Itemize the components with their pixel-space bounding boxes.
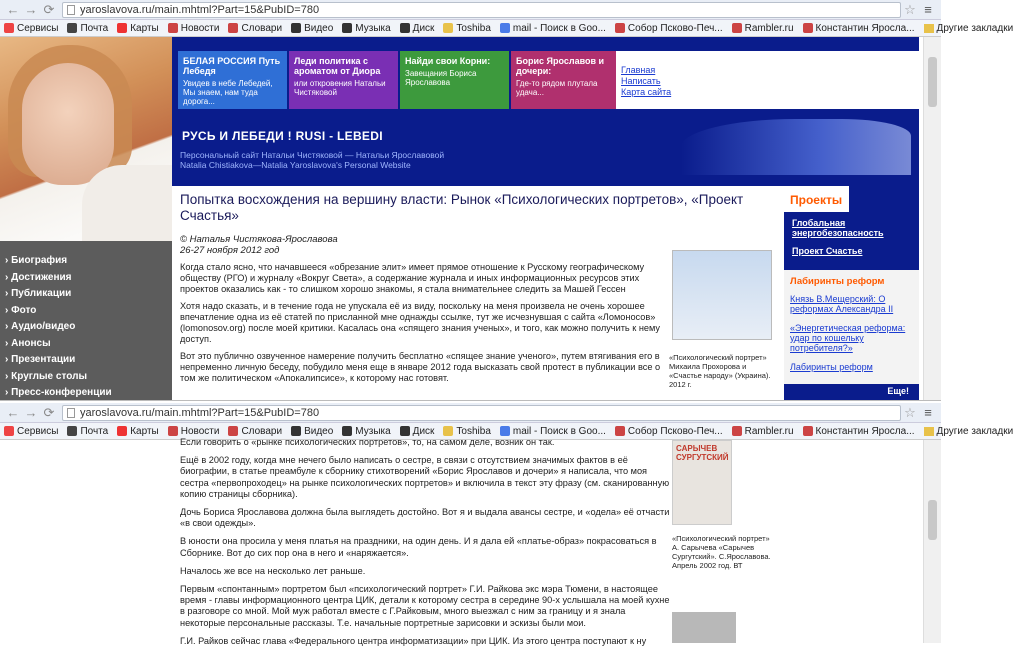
url-field[interactable] (62, 405, 901, 421)
bookmark-icon (342, 23, 352, 33)
bookmark-item[interactable] (500, 23, 606, 34)
bookmark-icon (342, 426, 352, 436)
swan-image (681, 119, 911, 175)
article-author: © Наталья Чистякова-Ярославова 26-27 ноября 2012 год (180, 234, 776, 256)
url-text: yaroslavova.ru/main.mhtml?Part=15&PubID=780 (80, 406, 320, 419)
bookmark-icon (67, 426, 77, 436)
left-menu-item[interactable]: › Биография (0, 253, 172, 270)
banner-link[interactable]: Главная (621, 65, 656, 75)
labyrinth-link[interactable]: Князь В.Мещерский: О реформах Александра II (790, 294, 894, 314)
left-menu-item[interactable]: › Анонсы (0, 336, 172, 353)
article-paragraph: Ещё в 2002 году, когда мне нечего было написать о сестре, в связи с отсутствием значимых фактов в её биографии, в статье преамбуле к сборнику стихотворений «Борис Ярославов и дочери» я написала, что моя сестра «первопроходец» на рынке психологических портретов» и включила в текст эту фразу (см. сканированную копию страницы сборника). (180, 455, 670, 499)
bookmark-item[interactable] (443, 23, 490, 34)
folder-icon (924, 427, 934, 436)
banner-tile-title: Найди свои Корни: (405, 56, 491, 66)
bookmark-label: Toshiba (456, 22, 491, 34)
bookmark-icon (228, 426, 238, 436)
banner-link[interactable]: Карта сайта (621, 87, 672, 97)
bookmark-label: Новости (180, 22, 220, 34)
page-icon (67, 5, 75, 15)
bookmark-label: Почта (80, 22, 109, 34)
bookmark-icon (400, 426, 410, 436)
bookmark-icon (291, 426, 301, 436)
bookmarks-bar (0, 20, 1013, 37)
bookmark-label: mail - Поиск в Goo... (512, 425, 606, 437)
other-bookmarks[interactable] (924, 426, 1013, 437)
article-title: Попытка восхождения на вершину власти: Рынок «Психологических портретов», «Проект Счастья» (180, 192, 744, 223)
article-paragraph: В юности она просила у меня платья на праздники, на один день. И я дала ей «платье-образ» покрасоваться в Сборнике. Вот до сих пор она в него и «наряжается». (180, 536, 657, 558)
url-field[interactable] (62, 2, 901, 18)
bookmark-item[interactable] (500, 426, 606, 437)
article-paragraph: Дочь Бориса Ярославова должна была выглядеть достойно. Вот я и выдала авансы сестре, и «одела» её отчасти «в свои одежды». (180, 507, 670, 529)
site-title: РУСЬ И ЛЕБЕДИ ! RUSI - LEBEDI (182, 129, 383, 143)
bookmark-label: Сервисы (17, 425, 59, 437)
bookmark-item[interactable] (400, 426, 435, 437)
bookmark-item[interactable] (228, 426, 282, 437)
bookmark-icon (400, 23, 410, 33)
bookmark-label: Диск (412, 22, 435, 34)
back-icon[interactable]: ← (6, 404, 20, 420)
bookmark-label: Музыка (355, 425, 391, 437)
bookmark-icon (443, 426, 453, 436)
article-image[interactable] (672, 250, 772, 340)
labyrinth-link[interactable]: «Энергетическая реформа: удар по кошельку потребителя?» (790, 323, 906, 353)
bookmark-label: Константин Яросла... (815, 22, 915, 34)
banner-links (621, 65, 671, 98)
book-cover-title: САРЫЧЕВ СУРГУТСКИЙ (676, 444, 729, 462)
scrollbar[interactable] (923, 440, 941, 643)
left-column (0, 37, 172, 400)
bookmark-item[interactable] (67, 23, 108, 34)
banner-tile[interactable] (289, 51, 398, 109)
bookmark-label: Константин Яросла... (815, 425, 915, 437)
forward-icon[interactable]: → (24, 404, 38, 420)
bookmark-label: Карты (130, 425, 159, 437)
scrollbar[interactable] (923, 37, 941, 400)
bookmark-icon (732, 426, 742, 436)
menu-icon[interactable]: ≡ (924, 2, 932, 17)
bookmark-item[interactable] (291, 426, 333, 437)
bookmark-item[interactable] (168, 426, 220, 437)
bookmark-item[interactable] (4, 23, 58, 34)
banner-tiles (178, 51, 622, 109)
labyrinth-link[interactable]: Лабиринты реформ (790, 362, 873, 372)
address-bar (0, 0, 941, 20)
bookmark-item[interactable] (117, 426, 159, 437)
bookmark-label: Словари (241, 425, 283, 437)
portrait-image[interactable] (672, 612, 736, 643)
labyrinth-heading: Лабиринты реформ (790, 276, 885, 287)
address-bar (0, 403, 941, 423)
bookmark-item[interactable] (228, 23, 282, 34)
bookmark-icon (67, 23, 77, 33)
bookmark-icon (615, 23, 625, 33)
figure-caption: «Психологический портрет» А. Сарычева «Сарычев Сургутский». С.Ярославова. Апрель 2002 год. ВТ (672, 534, 771, 570)
bookmark-item[interactable] (342, 426, 390, 437)
bookmark-label: Музыка (355, 22, 391, 34)
bookmark-label: Видео (304, 425, 334, 437)
banner-tile-text: Завещания Бориса Ярославова (405, 69, 477, 87)
article (172, 186, 784, 400)
banner-link[interactable]: Написать (621, 76, 661, 86)
labyrinth-links (784, 291, 919, 378)
projects-heading: Проекты (790, 193, 843, 207)
other-bookmarks[interactable] (924, 23, 1013, 34)
bookmark-label: Rambler.ru (744, 22, 794, 34)
bookmark-label: Словари (241, 22, 283, 34)
banner-tile[interactable] (178, 51, 287, 109)
bookmark-item[interactable] (117, 23, 159, 34)
bookmark-icon (500, 23, 510, 33)
article-paragraph: Хотя надо сказать, и в течение года не упускала её из виду, поскольку на меня произвела не очень хорошее впечатление одна из её статей по присланной мне однажды ссылке, тут же исчезнувшая с сайта «Ломоносов» (lomonosov.org) после моей критики. Касалась она «спящего знания ученых», и того, как можно получить к нему доступ. (180, 301, 661, 344)
banner-tile-title: Леди политика с ароматом от Диора (294, 56, 381, 76)
bookmark-icon (168, 426, 178, 436)
project-link[interactable]: Глобальная энергобезопасность (792, 218, 884, 238)
banner-tile-text: Где-то рядом плутала удача... (516, 79, 598, 97)
bookmark-item[interactable] (615, 23, 723, 34)
left-menu-item[interactable]: › Фото (0, 303, 172, 320)
bookmark-star-icon[interactable]: ☆ (904, 404, 916, 420)
bookmark-star-icon[interactable]: ☆ (904, 1, 916, 17)
url-text: yaroslavova.ru/main.mhtml?Part=15&PubID=780 (80, 3, 320, 16)
left-menu (0, 241, 172, 400)
bookmark-item[interactable] (4, 426, 58, 437)
bookmark-item[interactable] (732, 23, 794, 34)
left-menu-item[interactable]: › Достижения (0, 270, 172, 287)
article-continued (172, 437, 672, 646)
bookmark-item[interactable] (732, 426, 794, 437)
more-link[interactable]: Еще! (784, 384, 919, 400)
bookmark-item[interactable] (400, 23, 435, 34)
bookmark-icon (228, 23, 238, 33)
left-menu-item[interactable]: › Публикации (0, 286, 172, 303)
bookmark-item[interactable] (443, 426, 490, 437)
folder-icon (924, 24, 934, 33)
site-subtitle (180, 150, 444, 170)
back-icon[interactable]: ← (6, 1, 20, 17)
article-paragraph: Началось же все на несколько лет раньше. (180, 565, 366, 576)
article-paragraph: Г.И. Райков сейчас глава «Федерального центра информатизации» при ЦИК. Из этого центра поступают к ну (180, 635, 647, 646)
banner-tile[interactable] (511, 51, 620, 109)
bookmark-item[interactable] (803, 426, 915, 437)
other-bookmarks-label: Другие закладки (936, 425, 1013, 437)
subtitle-ru: Персональный сайт Натальи Чистяковой — Натальи Ярославовой (180, 150, 445, 160)
reload-icon[interactable]: ⟳ (43, 1, 55, 17)
article-date: 26-27 ноября 2012 год (180, 245, 280, 256)
page-icon (67, 408, 75, 418)
bookmark-item[interactable] (67, 426, 108, 437)
article-paragraph: Если говорить о «рынке психологических портретов», то, на самом деле, возник он так. (180, 437, 555, 447)
bookmark-label: mail - Поиск в Goo... (512, 22, 606, 34)
bookmark-label: Почта (80, 425, 109, 437)
bookmark-icon (500, 426, 510, 436)
bookmark-item[interactable] (291, 23, 333, 34)
article-paragraph: Когда стало ясно, что начавшееся «обрезание элит» имеет прямое отношение к Русскому географическому обществу (РГО) и журналу «Вокруг Света», а содержание журнала и иных информационных ресурсов этих проектов оказались как - то слишком хорошо знакомы, я стала внимательнее следить за Машей Гессен (180, 262, 645, 294)
projects-list (784, 212, 919, 270)
book-cover-image[interactable] (672, 440, 732, 525)
article-paragraph: Вот это публично озвученное намерение получить бесплатно «спящее знание ученого», путем втягивания его в непременно личную беседу, побудило меня еще в январе 2012 года высказать свой протест в публикации все о том же политическом «Апокалипсисе», к которому нас готовят. (180, 351, 661, 383)
banner-tile-title: БЕЛАЯ РОССИЯ Путь Лебедя (183, 56, 281, 76)
banner-tile-text: или откровения Натальи Чистяковой (294, 79, 386, 97)
figure-caption: «Психологический портрет» Михаила Прохорова и «Счастье народу» (Украина). 2012 г. (669, 353, 771, 389)
bookmark-icon (117, 426, 127, 436)
other-bookmarks-label: Другие закладки (936, 22, 1013, 34)
banner-tile-text: Увидев в небе Лебедей, Мы знаем, нам туда дорога... (183, 79, 273, 106)
bookmark-label: Rambler.ru (744, 425, 794, 437)
bookmark-icon (803, 426, 813, 436)
site-banner (172, 37, 919, 186)
left-menu-item[interactable]: › Презентации (0, 352, 172, 369)
bookmark-icon (615, 426, 625, 436)
right-column (784, 186, 919, 400)
bookmark-label: Диск (412, 425, 435, 437)
subtitle-en: Natalia Chistiakova—Natalia Yaroslavova's Personal Website (180, 160, 411, 170)
bookmark-label: Собор Псково-Печ... (627, 425, 723, 437)
bookmark-icon (732, 23, 742, 33)
bookmark-label: Собор Псково-Печ... (627, 22, 723, 34)
bookmark-label: Сервисы (17, 22, 59, 34)
bookmark-icon (4, 426, 14, 436)
bookmark-label: Карты (130, 22, 159, 34)
left-menu-item[interactable]: › Круглые столы (0, 369, 172, 386)
bookmark-item[interactable] (803, 23, 915, 34)
forward-icon[interactable]: → (24, 1, 38, 17)
left-menu-item[interactable]: › Пресс-конференции (0, 385, 172, 402)
banner-tile[interactable] (400, 51, 509, 109)
bookmark-icon (803, 23, 813, 33)
reload-icon[interactable]: ⟳ (43, 404, 55, 420)
bookmark-item[interactable] (168, 23, 220, 34)
bookmark-item[interactable] (615, 426, 723, 437)
article-paragraph: Первым «спонтанным» портретом был «психологический портрет» Г.И. Райкова экс мэра Тюмени, в настоящее время - главы информационного центра ЦИК, детали к которому сестра в середине 90-х услышала на моей кухне в разговоре со мной. Мой муж работал вместе с Г.Райковым, много выезжал с ним за границу и я знала некоторые персональные рассказы. Т.е. начальные портретные зарисовки и эскизы были мои. (180, 584, 670, 628)
bookmark-icon (168, 23, 178, 33)
bookmark-icon (443, 23, 453, 33)
author-photo (0, 37, 172, 241)
bookmark-icon (4, 23, 14, 33)
bookmark-label: Toshiba (456, 425, 491, 437)
left-menu-item[interactable]: › Аудио/видео (0, 319, 172, 336)
bookmark-icon (291, 23, 301, 33)
bookmark-item[interactable] (342, 23, 390, 34)
project-link[interactable]: Проект Счастье (792, 246, 863, 256)
bookmark-icon (117, 23, 127, 33)
bookmark-label: Видео (304, 22, 334, 34)
menu-icon[interactable]: ≡ (924, 405, 932, 420)
bookmark-label: Новости (180, 425, 220, 437)
banner-tile-title: Борис Ярославов и дочери: (516, 56, 605, 76)
